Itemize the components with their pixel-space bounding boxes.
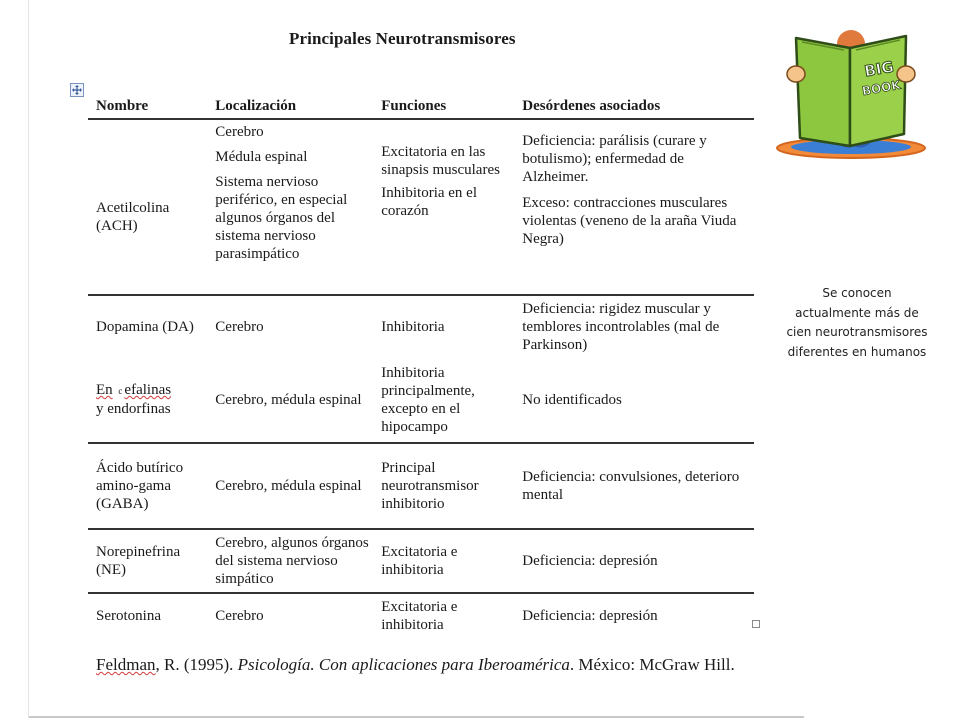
table-row [88, 119, 754, 295]
name-part: c [118, 386, 123, 396]
side-note: Se conocen actualmente más de cien neurotransmisores diferentes en humanos [786, 286, 928, 359]
header-localizacion: Localización [207, 95, 373, 119]
cell-localizacion: Cerebro, algunos órganos del sistema nervioso simpático [207, 529, 373, 593]
cell-nombre: Dopamina (DA) [96, 318, 194, 335]
cell-localizacion: Cerebro [215, 607, 264, 624]
table-row [88, 593, 754, 637]
cell-funciones: Inhibitoria [381, 318, 445, 335]
header-nombre: Nombre [88, 95, 207, 119]
header-desordenes: Desórdenes asociados [514, 95, 754, 119]
header-funciones: Funciones [373, 95, 514, 119]
fun-item: Inhibitoria en el corazón [381, 185, 478, 219]
cell-desordenes: Deficiencia: depresión [514, 529, 754, 593]
name-part: En [96, 382, 113, 398]
cell-desordenes: Deficiencia: depresión [522, 607, 658, 624]
table-move-handle-icon[interactable] [70, 83, 84, 97]
cell-nombre: Serotonina [96, 607, 161, 624]
cell-localizacion [207, 119, 373, 295]
cell-funciones [373, 119, 514, 295]
reference-author: Feldman [96, 655, 156, 674]
table-resize-handle[interactable] [752, 620, 760, 628]
cell-nombre [88, 357, 207, 443]
cell-desordenes: Deficiencia: rigidez muscular y temblores incontrolables (mal de Parkinson) [522, 300, 720, 353]
loc-item: Cerebro [215, 124, 264, 140]
table-row [88, 357, 754, 443]
cell-nombre: Ácido butírico amino-gama (GABA) [88, 443, 207, 529]
table-row [88, 295, 754, 357]
cell-funciones: Principal neurotransmisor inhibitorio [373, 443, 514, 529]
cell-localizacion: Cerebro, médula espinal [207, 443, 373, 529]
cell-nombre: Norepinefrina (NE) [88, 529, 207, 593]
cell-desordenes: Deficiencia: convulsiones, deterioro mental [514, 443, 754, 529]
neurotransmitters-table [88, 95, 754, 637]
dis-item: Exceso: contracciones musculares violentas (veneno de la araña Viuda Negra) [522, 195, 737, 247]
name-part: efalinas [124, 382, 172, 398]
reference-publisher: . México: McGraw Hill. [569, 655, 735, 674]
table-row [88, 443, 754, 529]
cell-desordenes: No identificados [514, 357, 754, 443]
page-title: Principales Neurotransmisores [289, 29, 516, 48]
logo-text-line1: BIG [863, 57, 896, 81]
document-bottom-edge [29, 716, 804, 718]
reference-author-rest: , R. (1995). [155, 655, 238, 674]
table-row [88, 529, 754, 593]
cell-localizacion: Cerebro [215, 318, 264, 335]
fun-item: Excitatoria en las sinapsis musculares [381, 144, 500, 178]
name-part: y endorfinas [96, 401, 171, 417]
reference-title: Psicología. Con aplicaciones para Iberoamérica [237, 655, 570, 674]
loc-item: Médula espinal [215, 149, 308, 165]
cell-funciones: Inhibitoria principalmente, excepto en el hipocampo [373, 357, 514, 443]
big-book-logo-icon [774, 28, 928, 160]
table-header-row [88, 95, 754, 119]
cell-nombre: Acetilcolina (ACH) [88, 119, 207, 295]
logo-text-line2: BOOK [860, 77, 902, 99]
cell-desordenes [514, 119, 754, 295]
loc-item: Sistema nervioso periférico, en especial algunos órganos del sistema nervioso parasimpático [215, 174, 348, 262]
cell-localizacion: Cerebro, médula espinal [207, 357, 373, 443]
dis-item: Deficiencia: parálisis (curare y botulismo); enfermedad de Alzheimer. [522, 133, 707, 185]
cell-funciones: Excitatoria e inhibitoria [373, 529, 514, 593]
cell-funciones: Excitatoria e inhibitoria [381, 598, 458, 633]
bibliographic-reference [96, 654, 746, 675]
